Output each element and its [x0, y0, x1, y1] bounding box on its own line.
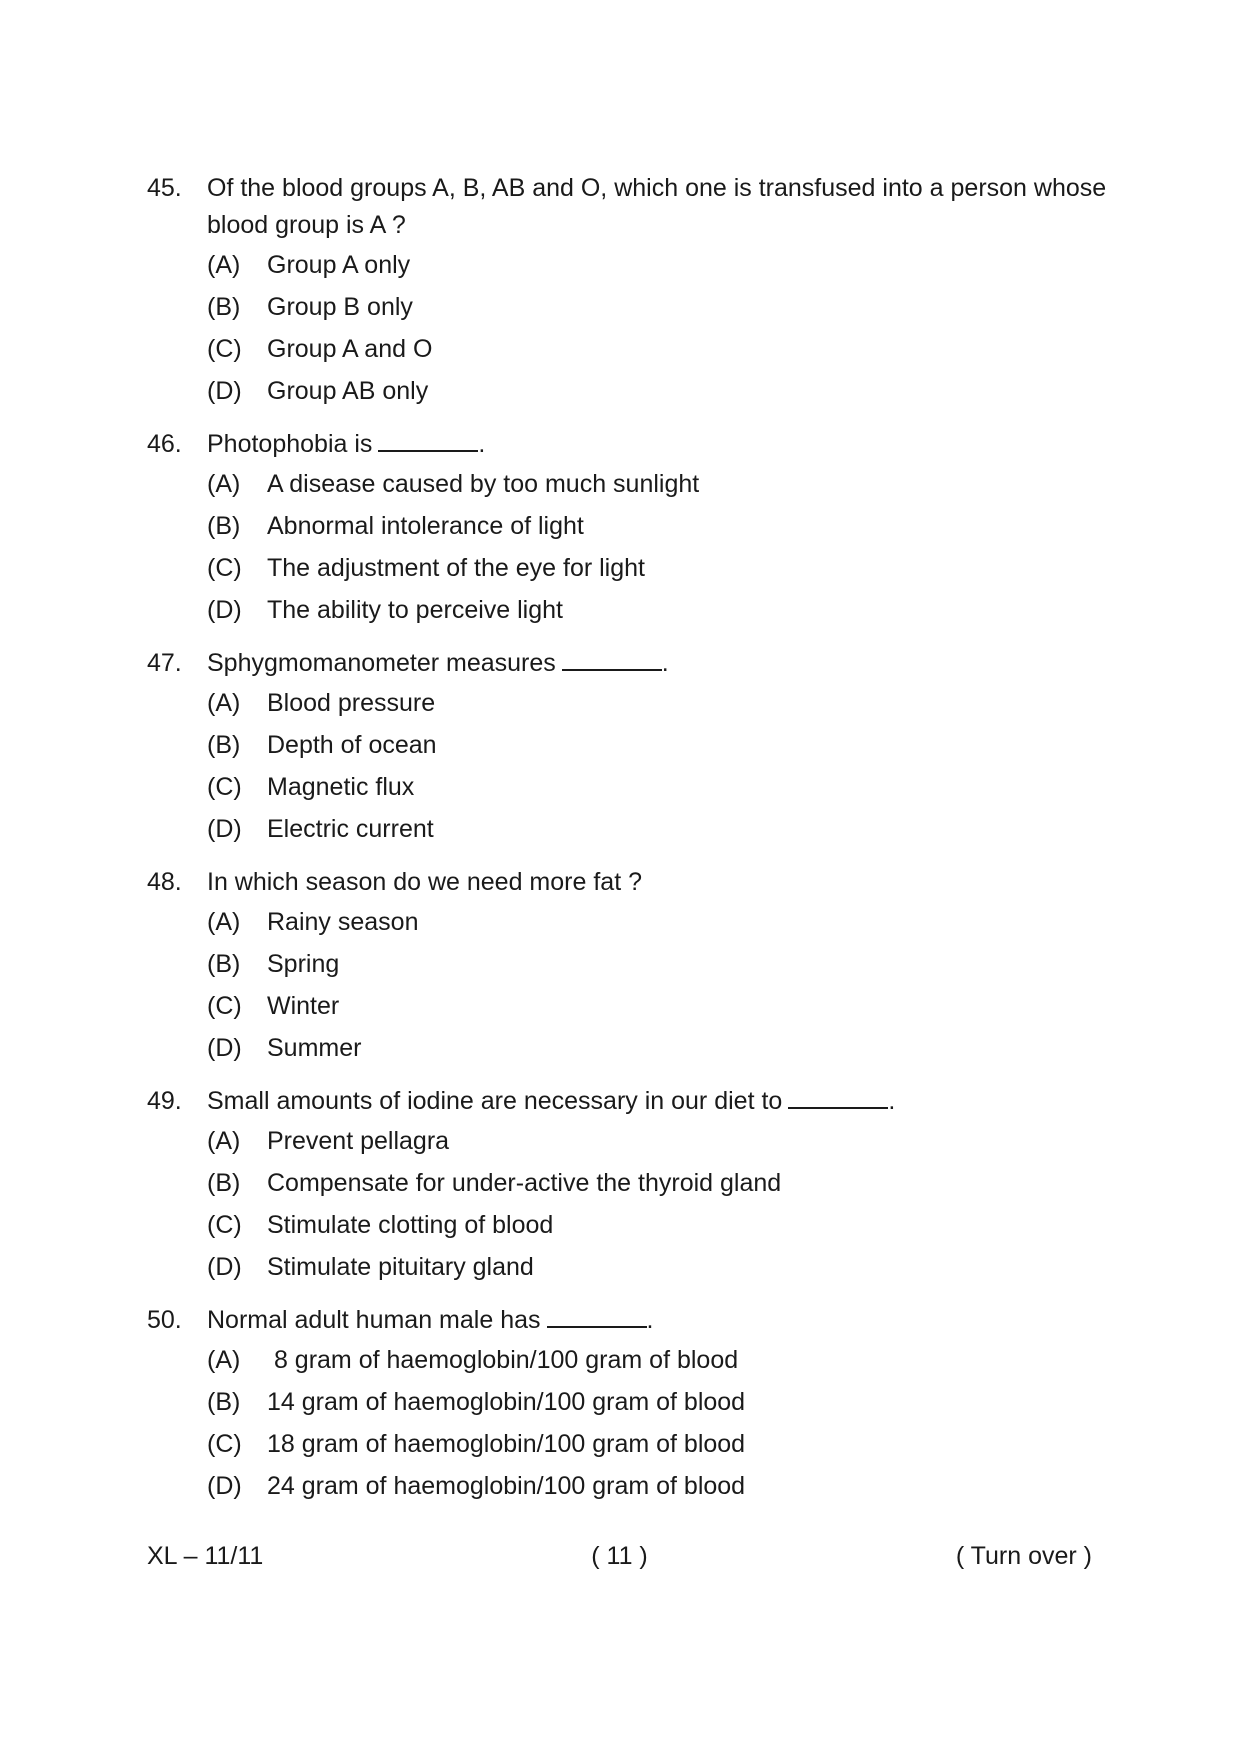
option-text: The ability to perceive light — [267, 596, 563, 624]
option-text: Stimulate clotting of blood — [267, 1211, 554, 1239]
question-number: 47. — [147, 649, 182, 677]
option-list — [207, 1339, 1107, 1507]
page-number: ( 11 ) — [591, 1542, 648, 1570]
question-text: Photophobia is — [207, 430, 373, 458]
option-c — [207, 328, 1107, 370]
option-a — [207, 1120, 1107, 1162]
option-label: (B) — [207, 293, 241, 321]
question-number: 45. — [147, 174, 182, 202]
option-text: 18 gram of haemoglobin/100 gram of blood — [267, 1430, 746, 1458]
answer-blank — [562, 647, 662, 671]
option-text: Prevent pellagra — [267, 1127, 450, 1155]
option-c — [207, 1423, 1107, 1465]
option-b — [207, 1162, 1107, 1204]
option-label: (A) — [207, 470, 241, 498]
option-label: (A) — [207, 1346, 241, 1374]
option-label: (C) — [207, 1430, 242, 1458]
question-text: Sphygmomanometer measures — [207, 649, 556, 677]
option-c — [207, 1204, 1107, 1246]
option-text: A disease caused by too much sunlight — [267, 470, 700, 498]
question-number: 50. — [147, 1306, 182, 1334]
page-footer — [147, 1538, 1092, 1574]
option-c — [207, 985, 1107, 1027]
blank-suffix: . — [888, 1087, 896, 1115]
answer-blank — [378, 428, 478, 452]
question-49 — [147, 1083, 1107, 1288]
option-text: Blood pressure — [267, 689, 436, 717]
option-text: Winter — [267, 992, 340, 1020]
option-d — [207, 808, 1107, 850]
option-text: Electric current — [267, 815, 434, 843]
option-list — [207, 244, 1107, 412]
option-text: Depth of ocean — [267, 731, 437, 759]
question-text: Normal adult human male has — [207, 1306, 541, 1334]
option-label: (B) — [207, 512, 241, 540]
option-a — [207, 463, 1107, 505]
option-text: Group AB only — [267, 377, 429, 405]
option-label: (C) — [207, 773, 242, 801]
question-47 — [147, 645, 1107, 850]
option-list — [207, 1120, 1107, 1288]
paper-code: XL – 11/11 — [147, 1542, 264, 1570]
option-text: Group A and O — [267, 335, 433, 363]
option-d — [207, 589, 1107, 631]
option-text: Group A only — [267, 251, 411, 279]
option-a — [207, 682, 1107, 724]
question-48 — [147, 864, 1107, 1069]
question-50 — [147, 1302, 1107, 1507]
blank-suffix: . — [478, 430, 486, 458]
option-label: (B) — [207, 1388, 241, 1416]
option-text: 24 gram of haemoglobin/100 gram of blood — [267, 1472, 746, 1500]
option-label: (D) — [207, 596, 242, 624]
question-stem — [207, 426, 1107, 463]
blank-suffix: . — [661, 649, 669, 677]
option-label: (D) — [207, 1472, 242, 1500]
option-text: Compensate for under-active the thyroid gland — [267, 1169, 782, 1197]
question-number: 49. — [147, 1087, 182, 1115]
option-a — [207, 901, 1107, 943]
option-b — [207, 1381, 1107, 1423]
question-stem — [207, 645, 1107, 682]
option-c — [207, 547, 1107, 589]
option-label: (D) — [207, 377, 242, 405]
option-label: (B) — [207, 1169, 241, 1197]
option-label: (C) — [207, 335, 242, 363]
option-list — [207, 463, 1107, 631]
option-label: (C) — [207, 554, 242, 582]
question-45 — [147, 170, 1107, 412]
option-text: 8 gram of haemoglobin/100 gram of blood — [267, 1346, 739, 1374]
option-c — [207, 766, 1107, 808]
option-label: (A) — [207, 908, 241, 936]
blank-suffix: . — [646, 1306, 654, 1334]
option-list — [207, 901, 1107, 1069]
option-b — [207, 943, 1107, 985]
option-b — [207, 505, 1107, 547]
option-label: (A) — [207, 1127, 241, 1155]
question-text: In which season do we need more fat ? — [207, 868, 642, 896]
turn-over-note: ( Turn over ) — [955, 1542, 1092, 1570]
option-text: Spring — [267, 950, 340, 978]
option-text: 14 gram of haemoglobin/100 gram of blood — [267, 1388, 746, 1416]
option-list — [207, 682, 1107, 850]
option-text: Rainy season — [267, 908, 419, 936]
option-label: (B) — [207, 950, 241, 978]
option-d — [207, 1465, 1107, 1507]
question-stem — [207, 1302, 1107, 1339]
question-list — [147, 170, 1107, 1521]
option-label: (D) — [207, 1253, 242, 1281]
option-label: (C) — [207, 992, 242, 1020]
question-number: 46. — [147, 430, 182, 458]
question-46 — [147, 426, 1107, 631]
option-text: Magnetic flux — [267, 773, 415, 801]
option-b — [207, 724, 1107, 766]
option-a — [207, 244, 1107, 286]
option-text: Abnormal intolerance of light — [267, 512, 584, 540]
option-text: The adjustment of the eye for light — [267, 554, 645, 582]
option-b — [207, 286, 1107, 328]
option-d — [207, 1246, 1107, 1288]
question-stem — [207, 1083, 1107, 1120]
option-text: Group B only — [267, 293, 413, 321]
question-text: Of the blood groups A, B, AB and O, which one is transfused into a person whose blood group is A ? — [207, 174, 1107, 239]
answer-blank — [788, 1085, 888, 1109]
question-text: Small amounts of iodine are necessary in our diet to — [207, 1087, 783, 1115]
question-number: 48. — [147, 868, 182, 896]
option-text: Stimulate pituitary gland — [267, 1253, 534, 1281]
option-d — [207, 1027, 1107, 1069]
option-label: (A) — [207, 251, 241, 279]
answer-blank — [547, 1304, 647, 1328]
option-a — [207, 1339, 1107, 1381]
option-label: (B) — [207, 731, 241, 759]
option-label: (D) — [207, 1034, 242, 1062]
option-label: (A) — [207, 689, 241, 717]
option-label: (D) — [207, 815, 242, 843]
option-d — [207, 370, 1107, 412]
option-label: (C) — [207, 1211, 242, 1239]
option-text: Summer — [267, 1034, 362, 1062]
